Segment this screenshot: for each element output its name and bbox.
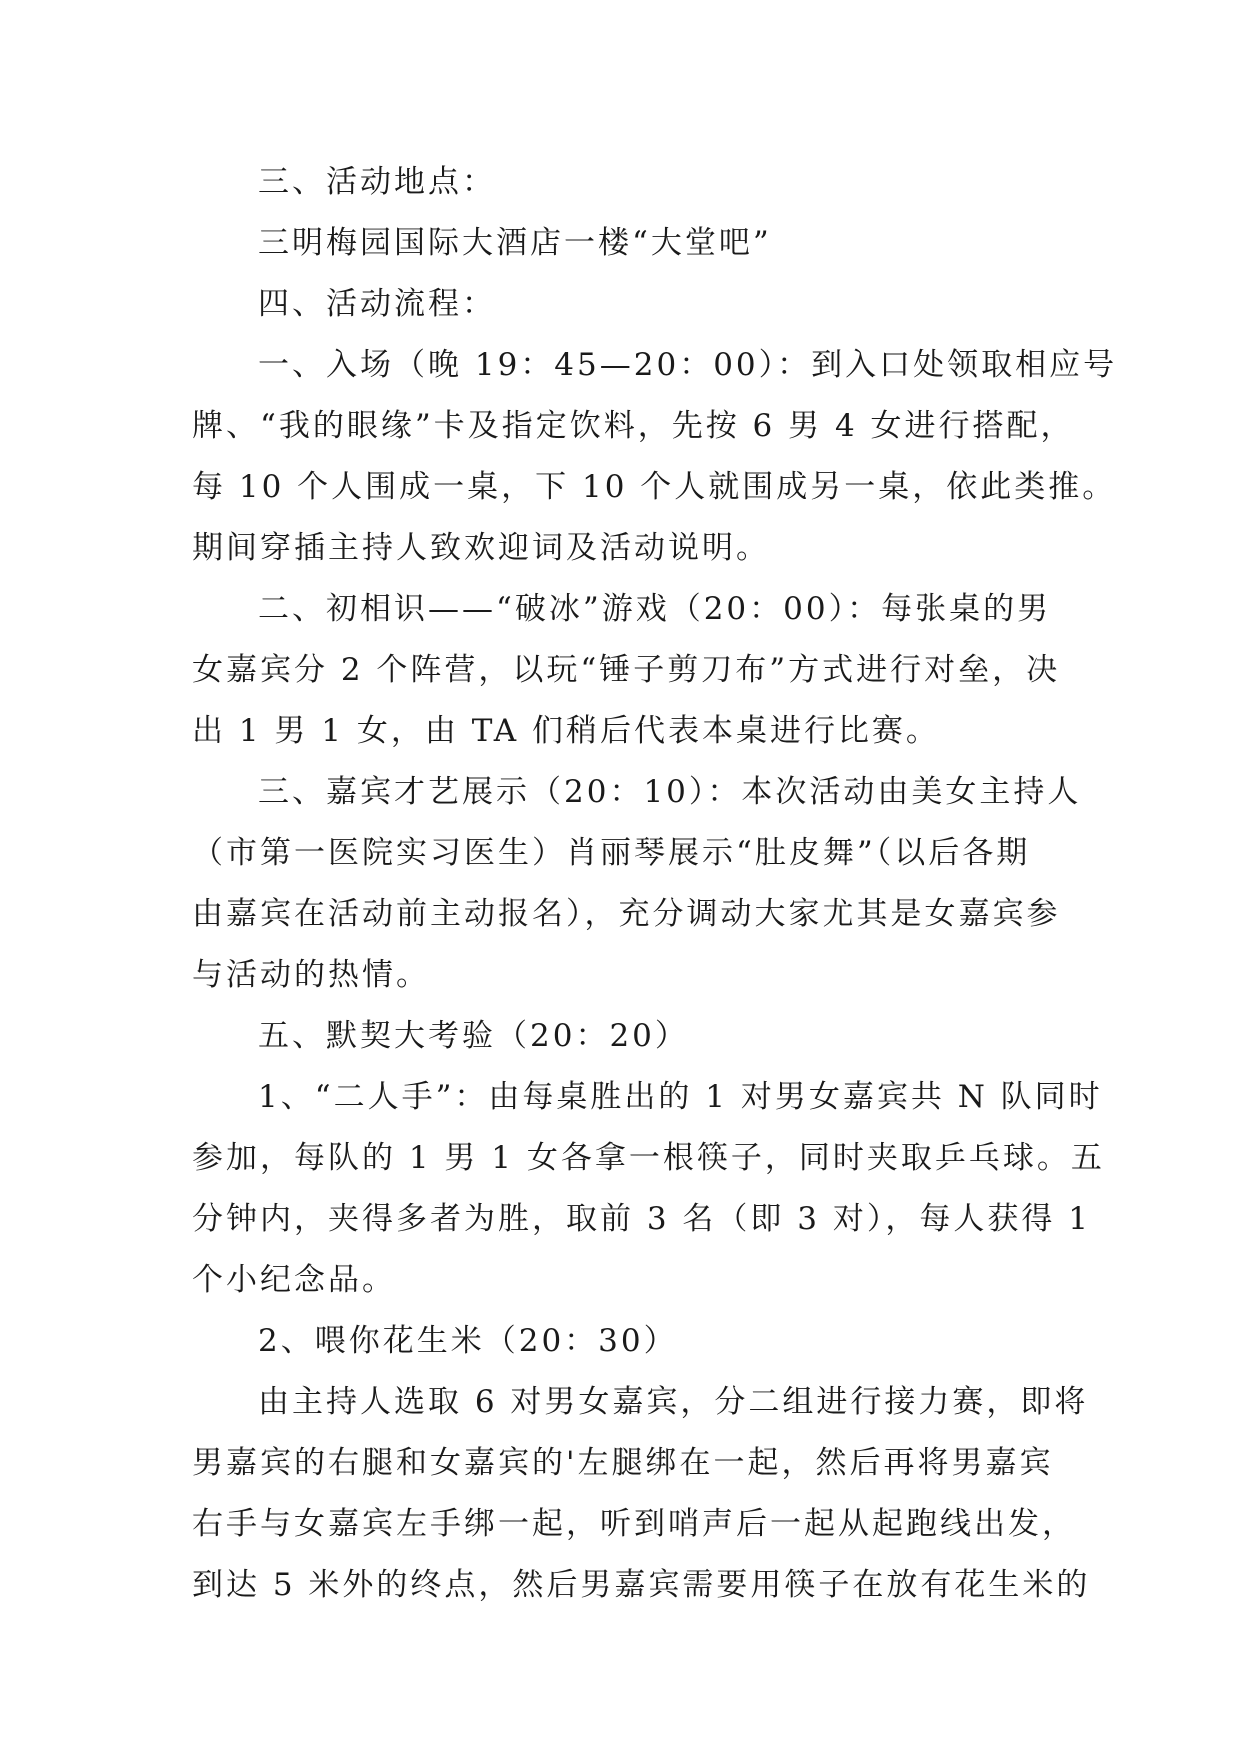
text-line: 三明梅园国际大酒店一楼“大堂吧” bbox=[258, 225, 772, 261]
text-line: 分钟内，夹得多者为胜，取前 3 名（即 3 对），每人获得 1 bbox=[192, 1201, 1091, 1237]
text-line: 2、喂你花生米（20：30） bbox=[258, 1323, 678, 1359]
text-line: 由嘉宾在活动前主动报名），充分调动大家尤其是女嘉宾参 bbox=[192, 896, 1061, 932]
text-line: 个小纪念品。 bbox=[192, 1262, 396, 1298]
text-line: 男嘉宾的右腿和女嘉宾的'左腿绑在一起，然后再将男嘉宾 bbox=[192, 1445, 1054, 1481]
text-line: 每 10 个人围成一桌，下 10 个人就围成另一桌，依此类推。 bbox=[192, 469, 1117, 505]
text-line: 由主持人选取 6 对男女嘉宾，分二组进行接力赛，即将 bbox=[258, 1384, 1089, 1420]
text-line: 期间穿插主持人致欢迎词及活动说明。 bbox=[192, 530, 770, 566]
text-line: 二、初相识——“破冰”游戏（20：00）：每张桌的男 bbox=[258, 591, 1052, 627]
text-line: 右手与女嘉宾左手绑一起，听到哨声后一起从起跑线出发， bbox=[192, 1506, 1076, 1542]
text-line: 五、默契大考验（20：20） bbox=[258, 1018, 689, 1054]
text-line: 四、活动流程： bbox=[258, 286, 496, 322]
text-line: 三、嘉宾才艺展示（20：10）：本次活动由美女主持人 bbox=[258, 774, 1082, 810]
text-line: 三、活动地点： bbox=[258, 164, 496, 200]
text-line: 一、入场（晚 19：45—20：00）：到入口处领取相应号 bbox=[258, 347, 1118, 383]
document-body bbox=[192, 152, 1118, 1616]
text-line: 女嘉宾分 2 个阵营，以玩“锤子剪刀布”方式进行对垒，决 bbox=[192, 652, 1061, 688]
text-line: 1、“二人手”：由每桌胜出的 1 对男女嘉宾共 N 队同时 bbox=[258, 1079, 1103, 1115]
text-line: 参加，每队的 1 男 1 女各拿一根筷子，同时夹取乒乓球。五 bbox=[192, 1140, 1105, 1176]
text-line: 牌、“我的眼缘”卡及指定饮料，先按 6 男 4 女进行搭配， bbox=[192, 408, 1075, 444]
text-line: （市第一医院实习医生）肖丽琴展示“肚皮舞”（以后各期 bbox=[192, 835, 1031, 871]
text-line: 到达 5 米外的终点，然后男嘉宾需要用筷子在放有花生米的 bbox=[192, 1567, 1091, 1603]
text-line: 出 1 男 1 女，由 TA 们稍后代表本桌进行比赛。 bbox=[192, 713, 940, 749]
text-line: 与活动的热情。 bbox=[192, 957, 430, 993]
